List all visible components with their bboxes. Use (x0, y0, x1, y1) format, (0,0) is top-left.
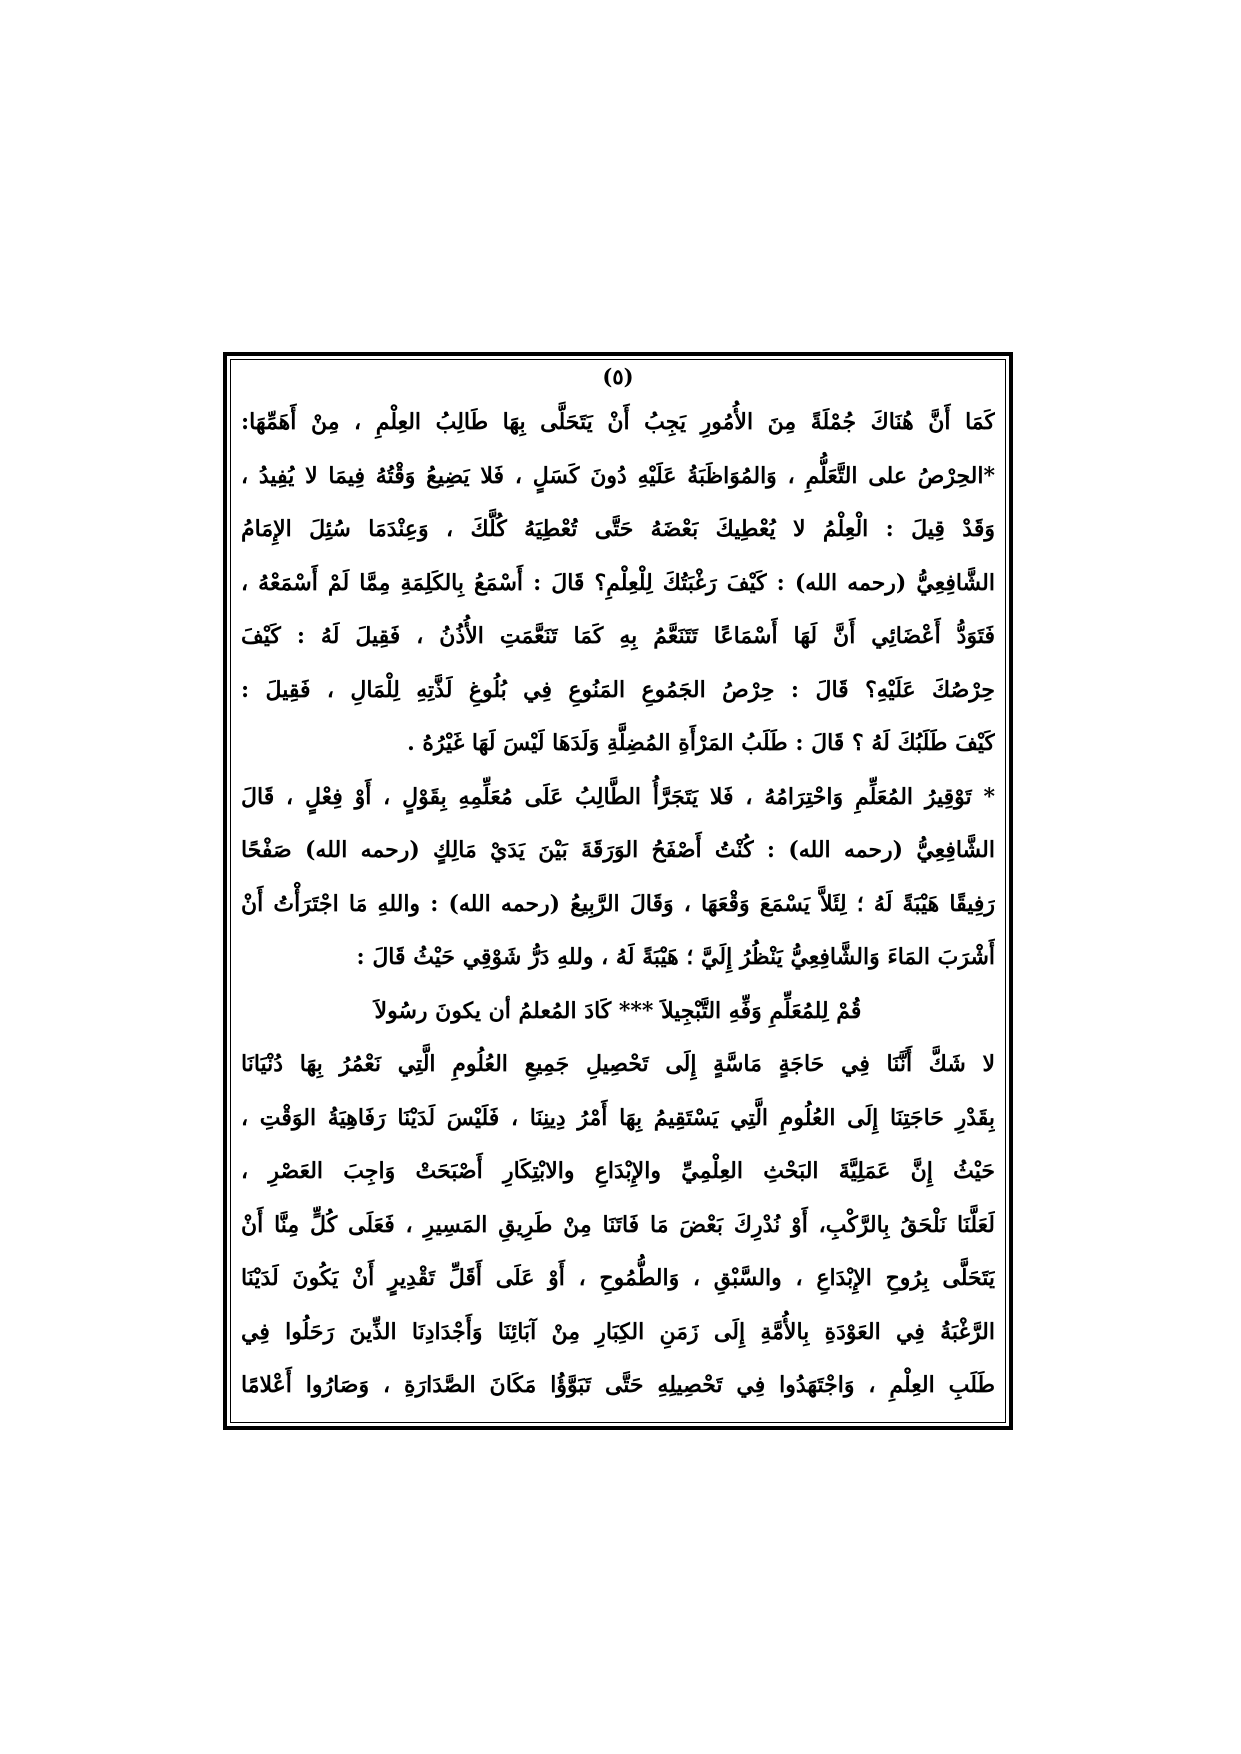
text-line: فَتَوَدُّ أَعْضَائِي أَنَّ لَهَا أَسْمَاعًا تَتَنَعَّمُ بِهِ كَمَا تَنَعَّمَتِ الأُذُنُ ، فَقِيلَ لَهُ : كَيْفَ (241, 623, 995, 649)
text-line: طَلَبِ العِلْمِ ، وَاجْتَهَدُوا فِي تَحْصِيلِهِ حَتَّى تَبَوَّؤُا مَكَانَ الصَّدَارَةِ ، وَصَارُوا أَعْلامًا (241, 1372, 995, 1398)
text-line: لا شَكَّ أَنَّنَا فِي حَاجَةٍ مَاسَّةٍ إِلَى تَحْصِيلِ جَمِيعِ العُلُومِ الَّتِي نَعْمُرُ بِهَا دُنْيَانَا (241, 1051, 995, 1077)
text-line: كَيْفَ طَلَبُكَ لَهُ ؟ قَالَ : طَلَبُ المَرْأَةِ المُضِلَّةِ وَلَدَهَا لَيْسَ لَهَا غَيْرُهُ . (407, 730, 995, 756)
text-line: بِقَدْرِ حَاجَتِنَا إِلَى العُلُومِ الَّتِي يَسْتَقِيمُ بِهَا أَمْرُ دِينِنَا ، فَلَيْسَ لَدَيْنَا رَفَاهِيَةُ الوَقْتِ ، (241, 1104, 995, 1131)
poem-verse: قُمْ لِلمُعَلِّمِ وَفِّهِ التَّبْجِيلاَ *** كَادَ المُعلمُ أن يكونَ رسُولاَ (374, 997, 862, 1024)
text-line: الشَّافِعِيُّ (رحمه الله) : كَيْفَ رَغْبَتُكَ لِلْعِلْمِ؟ قَالَ : أَسْمَعُ بِالكَلِمَةِ مِمَّا لَمْ أَسْمَعْهُ ، (241, 569, 995, 596)
text-line: الرَّغْبَةُ فِي العَوْدَةِ بِالأُمَّةِ إِلَى زَمَنِ الكِبَارِ مِنْ آبَائِنَا وَأَجْدَادِنَا الذِّينَ رَحَلُوا فِي (241, 1318, 995, 1345)
text-line: كَمَا أَنَّ هُنَاكَ جُمْلَةً مِنَ الأُمُورِ يَجِبُ أَنْ يَتَحَلَّى بِهَا طَالِبُ العِلْمِ ، مِنْ أَهَمِّهَا: (241, 409, 995, 435)
text-line: يَتَحَلَّى بِرُوحِ الإِبْدَاعِ ، والسَّبْقِ ، وَالطُّمُوحِ ، أَوْ عَلَى أَقَلِّ تَقْدِيرٍ أَنْ يَكُونَ لَدَيْنَا (241, 1265, 995, 1291)
page-number: (٥) (602, 364, 634, 389)
text-line: *الحِرْصُ على التَّعَلُّمِ ، وَالمُوَاظَبَةُ عَلَيْهِ دُونَ كَسَلٍ ، فَلا يَضِيعُ وَقْتُهُ فِيمَا لا يُفِيدُ ، (241, 462, 995, 489)
text-line: وَقَدْ قِيلَ : الْعِلْمُ لا يُعْطِيكَ بَعْضَهُ حَتَّى تُعْطِيَهُ كُلَّكَ ، وَعِنْدَمَا سُئِلَ الإِمَامُ (241, 516, 995, 542)
page-body (241, 362, 995, 1420)
text-line: رَفِيقًا هَيْبَةً لَهُ ؛ لِئَلاَّ يَسْمَعَ وَقْعَهَا ، وَقَالَ الرَّبِيعُ (رحمه الله) : واللهِ مَا اجْتَرَأْتُ أَنْ (241, 890, 995, 917)
text-line: * تَوْقِيرُ المُعَلِّمِ وَاحْتِرَامُهُ ، فَلا يَتَجَرَّأُ الطَّالِبُ عَلَى مُعَلِّمِهِ بِقَوْلٍ ، أَوْ فِعْلٍ ، قَالَ (241, 783, 995, 810)
text-line: حَيْثُ إِنَّ عَمَلِيَّةَ البَحْثِ العِلْمِيِّ والإِبْدَاعِ والابْتِكَارِ أَصْبَحَتْ وَاجِبَ العَصْرِ ، (241, 1158, 995, 1184)
text-line: حِرْصُكَ عَلَيْهِ؟ قَالَ : حِرْصُ الجَمُوعِ المَنُوعِ فِي بُلُوغِ لَذَّتِهِ لِلْمَالِ ، فَقِيلَ : (241, 676, 995, 703)
text-line: أَشْرَبَ المَاءَ وَالشَّافِعِيُّ يَنْظُرُ إِلَيَّ ؛ هَيْبَةً لَهُ ، وللهِ دَرُّ شَوْقِي حَيْثُ قَالَ : (356, 944, 995, 970)
text-line: لَعَلَّنَا نَلْحَقُ بِالرَّكْبِ، أَوْ نُدْرِكَ بَعْضَ مَا فَاتَنَا مِنْ طَرِيقِ المَسِيرِ ، فَعَلَى كُلٍّ مِنَّا أَنْ (241, 1211, 995, 1238)
page-border (223, 352, 1013, 1430)
text-line: الشَّافِعِيُّ (رحمه الله) : كُنْتُ أَصْفَحُ الوَرَقَةَ بَيْنَ يَدَيْ مَالِكٍ (رحمه الله) صَفْحًا (241, 837, 995, 863)
